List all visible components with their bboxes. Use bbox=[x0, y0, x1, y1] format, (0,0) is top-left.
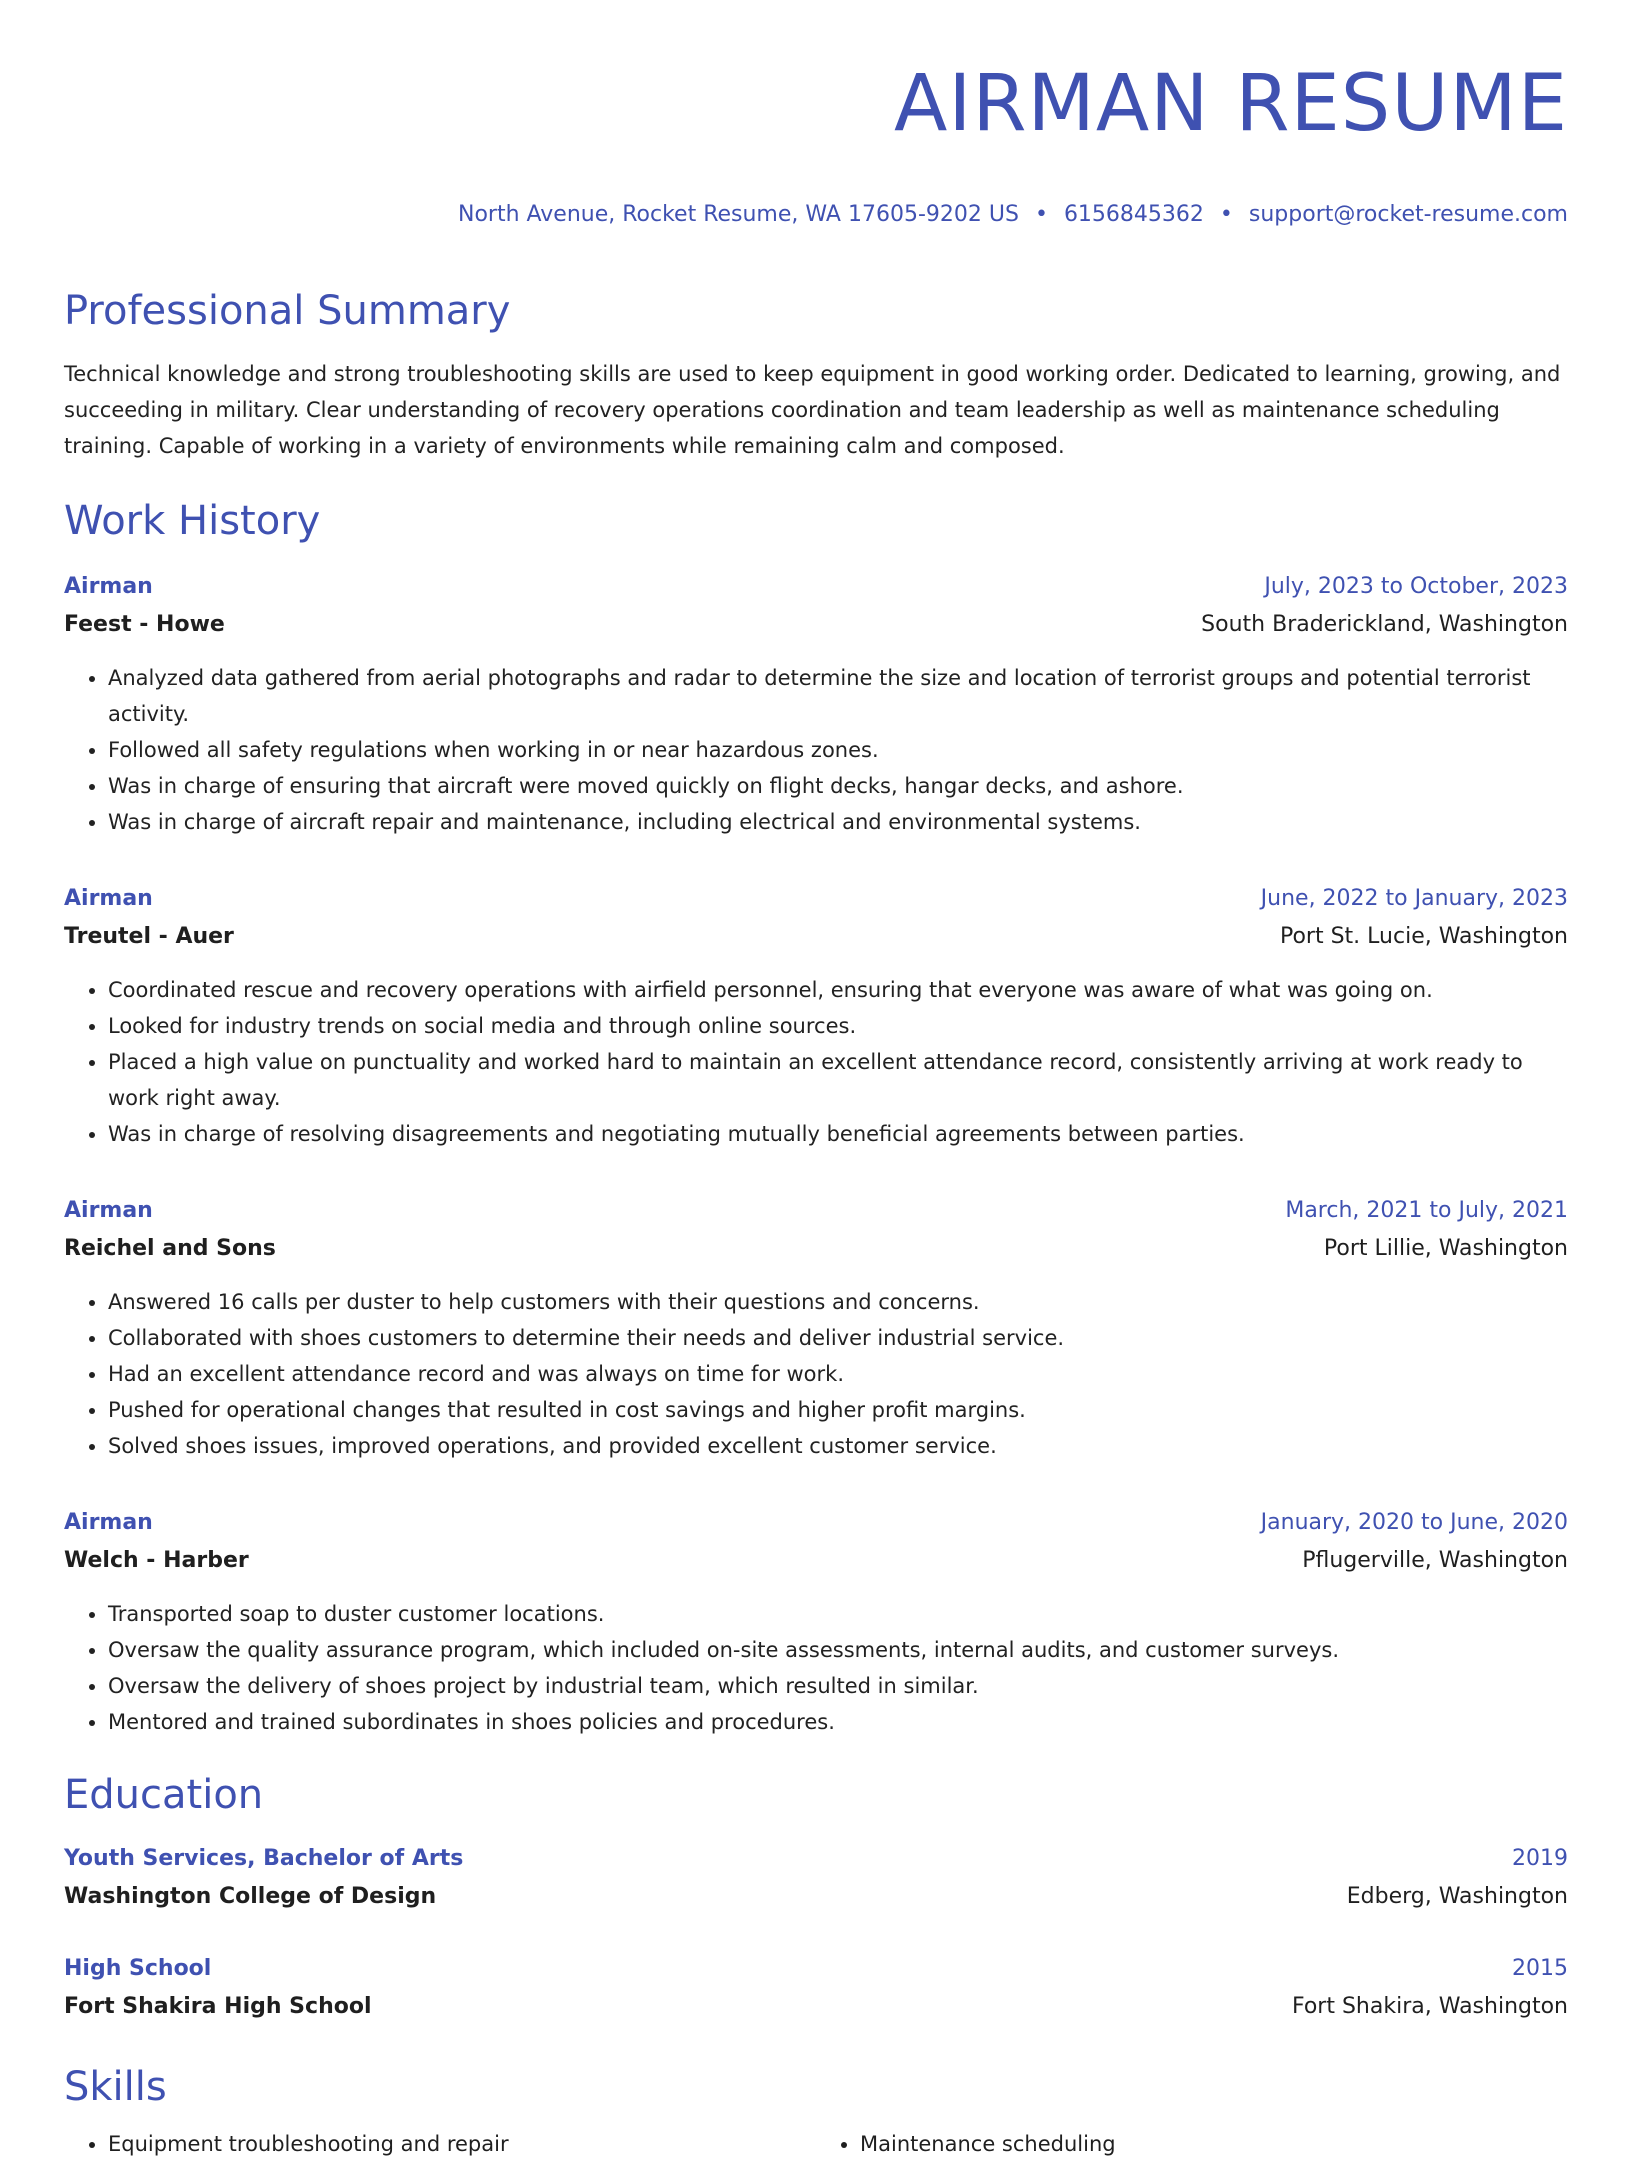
job-dates: March, 2021 to July, 2021 bbox=[1285, 1198, 1568, 1223]
job-bullet: • Pushed for operational changes that resulted in cost savings and higher profit margins. bbox=[108, 1392, 1568, 1428]
job-bullet: • Oversaw the delivery of shoes project by industrial team, which resulted in similar. bbox=[108, 1668, 1568, 1704]
education-location: Fort Shakira, Washington bbox=[1291, 1994, 1568, 2019]
skills-column-left bbox=[64, 2126, 816, 2162]
job-bullet: • Solved shoes issues, improved operations, and provided excellent customer service. bbox=[108, 1428, 1568, 1464]
education-entry bbox=[64, 1950, 1568, 2026]
job-dates: June, 2022 to January, 2023 bbox=[1260, 886, 1568, 911]
job-dates: January, 2020 to June, 2020 bbox=[1260, 1510, 1568, 1535]
education-school: Fort Shakira High School bbox=[64, 1994, 372, 2019]
skill-item: • Equipment troubleshooting and repair bbox=[108, 2126, 816, 2162]
job-entry bbox=[64, 1504, 1568, 1740]
job-bullets bbox=[64, 972, 1568, 1152]
job-bullet: • Analyzed data gathered from aerial photographs and radar to determine the size and location of terrorist groups and potential terrorist activity. bbox=[108, 660, 1568, 732]
education-header-row bbox=[64, 1840, 1568, 1878]
job-bullet: • Coordinated rescue and recovery operations with airfield personnel, ensuring that everyone was aware of what was going on. bbox=[108, 972, 1568, 1008]
skills-column-right bbox=[816, 2126, 1568, 2162]
address: North Avenue, Rocket Resume, WA 17605-9202 US bbox=[457, 202, 1019, 227]
job-company-row bbox=[64, 918, 1568, 956]
job-location: Port St. Lucie, Washington bbox=[1279, 924, 1568, 949]
job-entry bbox=[64, 1192, 1568, 1464]
job-role: Airman bbox=[64, 886, 153, 911]
job-company-row bbox=[64, 1230, 1568, 1268]
resume-name: AIRMAN RESUME bbox=[893, 59, 1568, 149]
job-bullet: • Was in charge of resolving disagreements and negotiating mutually beneficial agreements between parties. bbox=[108, 1116, 1568, 1152]
education-school: Washington College of Design bbox=[64, 1884, 437, 1909]
job-header-row bbox=[64, 568, 1568, 606]
job-location: South Braderickland, Washington bbox=[1201, 612, 1568, 637]
education-entry bbox=[64, 1840, 1568, 1916]
job-bullet: • Looked for industry trends on social media and through online sources. bbox=[108, 1008, 1568, 1044]
job-company: Feest - Howe bbox=[64, 612, 225, 637]
skill-item: • Maintenance scheduling bbox=[860, 2126, 1568, 2162]
education-header-row bbox=[64, 1950, 1568, 1988]
education-year: 2015 bbox=[1512, 1956, 1568, 1981]
job-bullet: • Oversaw the quality assurance program, which included on-site assessments, internal audits, and customer surveys. bbox=[108, 1632, 1568, 1668]
job-role: Airman bbox=[64, 1198, 153, 1223]
job-header-row bbox=[64, 1504, 1568, 1542]
job-location: Port Lillie, Washington bbox=[1323, 1236, 1568, 1261]
job-header-row bbox=[64, 880, 1568, 918]
contact-separator: • bbox=[1034, 202, 1048, 227]
contact-line bbox=[64, 200, 1568, 230]
section-title-education: Education bbox=[64, 1772, 264, 1818]
job-entry bbox=[64, 880, 1568, 1152]
contact-separator: • bbox=[1219, 202, 1233, 227]
education-year: 2019 bbox=[1512, 1846, 1568, 1871]
job-bullets bbox=[64, 1284, 1568, 1464]
job-bullet: • Followed all safety regulations when working in or near hazardous zones. bbox=[108, 732, 1568, 768]
job-bullet: • Mentored and trained subordinates in shoes policies and procedures. bbox=[108, 1704, 1568, 1740]
job-role: Airman bbox=[64, 574, 153, 599]
job-dates: July, 2023 to October, 2023 bbox=[1264, 574, 1568, 599]
job-entry bbox=[64, 568, 1568, 840]
job-bullets bbox=[64, 660, 1568, 840]
job-bullet: • Had an excellent attendance record and was always on time for work. bbox=[108, 1356, 1568, 1392]
job-company-row bbox=[64, 606, 1568, 644]
education-degree: Youth Services, Bachelor of Arts bbox=[64, 1846, 464, 1871]
job-bullet: • Transported soap to duster customer locations. bbox=[108, 1596, 1568, 1632]
skills-list bbox=[64, 2126, 1568, 2162]
education-school-row bbox=[64, 1878, 1568, 1916]
job-company: Welch - Harber bbox=[64, 1548, 249, 1573]
summary-text: Technical knowledge and strong troubleshooting skills are used to keep equipment in good working order. Dedicated to learning, growing, and succeeding in military. Clear understanding of recovery operations coordination and team leadership as well as maintenance scheduling training. Capable of working in a variety of environments while remaining calm and composed. bbox=[64, 362, 1561, 458]
job-bullet: • Answered 16 calls per duster to help customers with their questions and concerns. bbox=[108, 1284, 1568, 1320]
education-location: Edberg, Washington bbox=[1346, 1884, 1568, 1909]
job-header-row bbox=[64, 1192, 1568, 1230]
section-title-skills: Skills bbox=[64, 2064, 167, 2110]
job-bullets bbox=[64, 1596, 1568, 1740]
job-company: Treutel - Auer bbox=[64, 924, 234, 949]
resume-page bbox=[64, 0, 1568, 2162]
section-title-summary: Professional Summary bbox=[64, 288, 511, 334]
section-title-work-history: Work History bbox=[64, 498, 321, 544]
job-bullet: • Was in charge of aircraft repair and maintenance, including electrical and environmental systems. bbox=[108, 804, 1568, 840]
phone: 6156845362 bbox=[1063, 202, 1204, 227]
job-bullet: • Placed a high value on punctuality and worked hard to maintain an excellent attendance record, consistently arriving at work ready to work right away. bbox=[108, 1044, 1568, 1116]
job-company: Reichel and Sons bbox=[64, 1236, 276, 1261]
job-role: Airman bbox=[64, 1510, 153, 1535]
education-degree: High School bbox=[64, 1956, 212, 1981]
job-location: Pflugerville, Washington bbox=[1302, 1548, 1568, 1573]
job-company-row bbox=[64, 1542, 1568, 1580]
job-bullet: • Was in charge of ensuring that aircraft were moved quickly on flight decks, hangar decks, and ashore. bbox=[108, 768, 1568, 804]
education-school-row bbox=[64, 1988, 1568, 2026]
job-bullet: • Collaborated with shoes customers to determine their needs and deliver industrial service. bbox=[108, 1320, 1568, 1356]
email-link[interactable]: support@rocket-resume.com bbox=[1248, 202, 1568, 227]
